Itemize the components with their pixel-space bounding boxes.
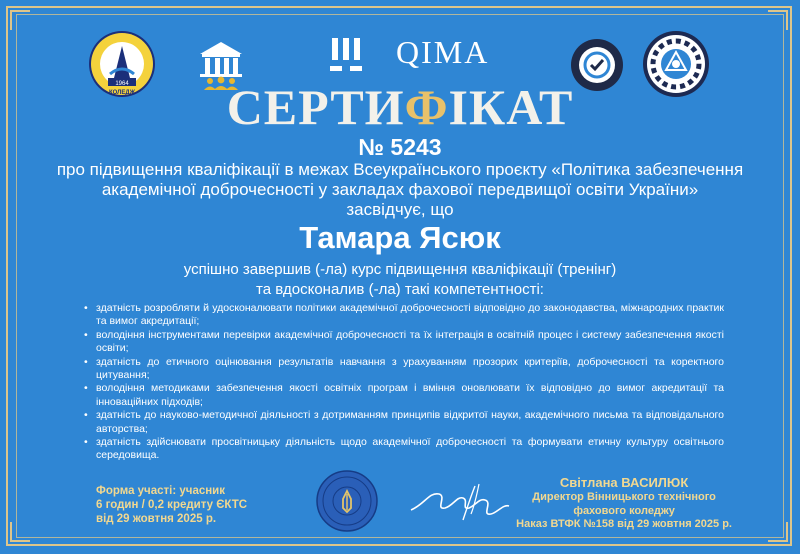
certificate-number: № 5243 (358, 134, 442, 160)
official-seal-icon (316, 470, 378, 532)
list-item: • здатність розробляти й удосконалювати політики академічної доброчесності відповідно до законодавства, міжнародних практик та вимог акредитації; (84, 302, 724, 329)
list-item: • володіння інструментами перевірки академічної доброчесності та їх інтеграція в освітній процес і систему забезпечення якості освіти; (84, 329, 724, 356)
list-item: • здатність до науково-методичної діяльності з дотриманням принципів відкритої науки, академічного письма та відповідального авторства; (84, 409, 724, 436)
list-item: • володіння методиками забезпечення якості освітніх програм і вміння оновлювати їх відповідно до вимог акредитації та інноваційних підходів; (84, 382, 724, 409)
signature (405, 474, 515, 524)
certificate-title: СЕРТИФІКАТ (226, 79, 574, 135)
list-item: • здатність здійснювати просвітницьку діяльність щодо академічної доброчесності та формувати етичну культуру освітнього середовища. (84, 436, 724, 463)
list-item: • здатність до етичного оцінювання результатів навчання з урахуванням прозорих критеріїв, доброчесності та коректного цитування; (84, 356, 724, 383)
intro-text: про підвищення кваліфікації в межах Всеукраїнського проєкту «Політика забезпечення академічної доброчесності у закладах фахової передвищої освіти України» засвідчує, що (56, 160, 744, 219)
qima-mark-icon (330, 38, 362, 72)
signatory-block: Світлана ВАСИЛЮК Директор Вінницького технічного фахового коледжу Наказ ВТФК №158 від 29 жовтня 2025 р. (516, 475, 732, 530)
qima-logo-text: QIMA (396, 34, 490, 70)
competencies-list (84, 302, 724, 463)
svg-text:1964: 1964 (115, 81, 129, 87)
svg-text:КОЛЕДЖ: КОЛЕДЖ (108, 90, 136, 96)
recipient-name: Тамара Ясюк (299, 220, 501, 255)
participation-info: Форма участі: учасник 6 годин / 0,2 кредиту ЄКТС від 29 жовтня 2025 р. (96, 485, 248, 525)
completion-text: успішно завершив (-ла) курс підвищення кваліфікації (тренінг) та вдосконалив (-ла) такі компетентності: (183, 261, 617, 298)
